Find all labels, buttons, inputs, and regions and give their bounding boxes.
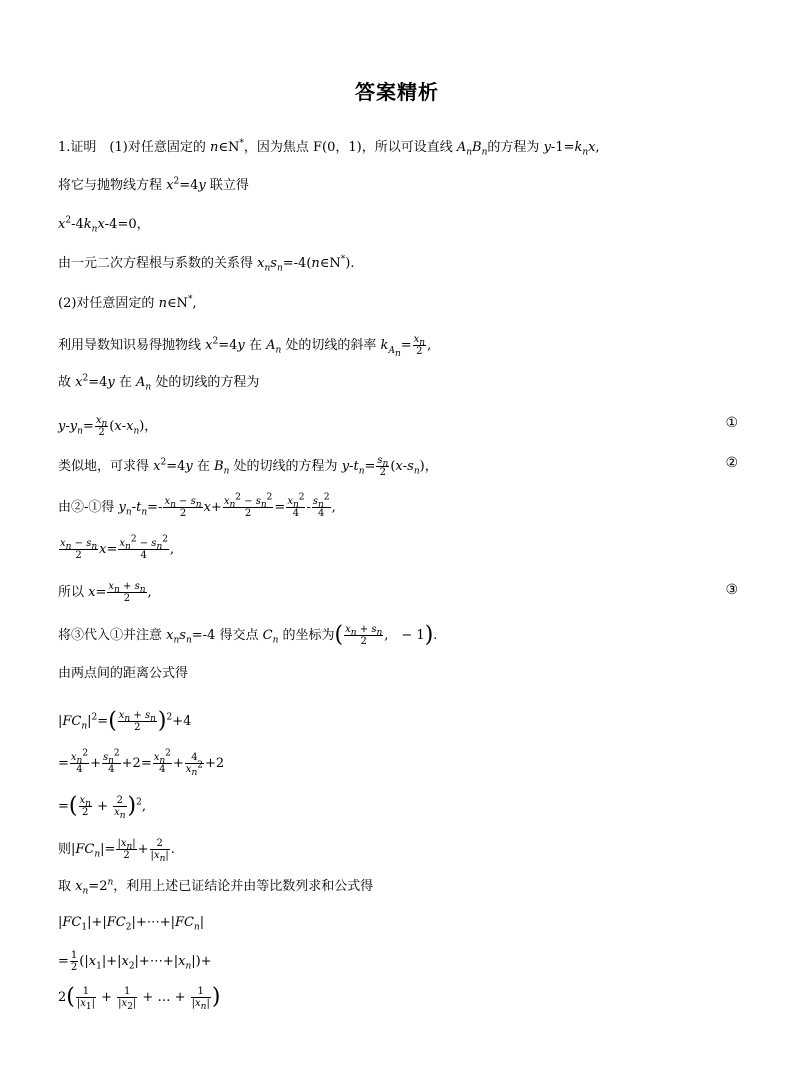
text: 所以 [58,585,85,600]
proof-line-2: 将它与抛物线方程 $x^2=4y$ 联立得 [58,176,249,193]
text: 由两点间的距离公式得 [58,666,189,681]
proof-line-6: 利用导数知识易得抛物线 $x^2=4y$ 在 $A_n$ 处的切线的斜率 $k_{A_n}=$ $\frac{x_n}{2}$ , [58,334,432,359]
text: 的方程为 [487,140,540,155]
text: 处的切线的斜率 [285,338,377,353]
proof-line-13: 将③代入①并注意 $x_ns_n=-4$ 得交点 $C_n$ 的坐标为( $\frac{x_n + s_n}{2}$ , − 1). [58,622,438,648]
proof-line-20: $|FC_1|+|FC_2|+\cdots+|FC_n|$ [58,915,205,933]
proof-line-16: = $\frac{x_n^2}{4}$ + $\frac{s_n^2}{4}$ +2= $\frac{x_n^2}{4}$ + $\frac{4}{x_n^2}$ +2 [58,748,225,778]
proof-line-3: $x^2-4k_nx-4=0$， [58,215,150,235]
proof-line-17: =( $\frac{x_n}{2}$ + $\frac{2}{x_n}$ )$^2$, [58,793,147,821]
text: 处的切线的方程为 [155,375,260,390]
text: (2)对任意固定的 [58,296,155,311]
text: 处的切线的方程为 [233,459,338,474]
text: ，利用上述已证结论并由等比数列求和公式得 [113,879,374,894]
proof-line-8: $y-y_n=$ $\frac{x_n}{2}$ $(x-x_n)$， [58,415,158,438]
proof-line-15: $|FC_n|^2=$( $\frac{x_n + s_n}{2}$ )$^2$+4 [58,708,192,734]
equation-mark-1: ① [725,415,738,431]
text: 则 [58,842,72,857]
proof-line-5: (2)对任意固定的 n∈N*, [58,294,197,311]
text: 类似地，可求得 [58,459,150,474]
proof-line-22: 2( $\frac{1}{|x_1|}$ + $\frac{1}{|x_2|}$ + … + $\frac{1}{|x_n|}$ ) [58,984,221,1012]
text: 联立得 [209,178,249,193]
text: 1.证明 (1)对任意固定的 [58,140,206,155]
proof-line-19: 取 $x_n=2^n$，利用上述已证结论并由等比数列求和公式得 [58,877,374,897]
text: ，因为焦点 [243,140,309,155]
proof-line-9: 类似地，可求得 $x^2=4y$ 在 $B_n$ 处的切线的方程为 $y-t_n=$ $\frac{s_n}{2}$ $(x-s_n)$， [58,455,438,478]
text: 由②-①得 [58,500,115,515]
proof-line-14 [58,666,188,682]
proof-line-21: = $\frac{1}{2}$ $(|x_1|+|x_2|+\cdots+|x_n|)+$ [58,950,212,973]
proof-line-1: 1.证明 (1)对任意固定的 n∈N*，因为焦点 F(0，1)，所以可设直线 $A_nB_n$的方程为 $y-1=k_nx$, [58,138,600,158]
proof-line-12: 所以 x= $\frac{x_n + s_n}{2}$ , [58,581,152,604]
text: 将③代入①并注意 [58,628,163,643]
text: 在 [248,338,262,353]
text: 利用导数知识易得抛物线 [58,338,202,353]
text: 由一元二次方程根与系数的关系得 [58,256,254,271]
text: 取 [58,879,72,894]
text: 得交点 [219,628,259,643]
page-title: 答案精析 [355,80,439,104]
equation-mark-2: ② [725,455,738,471]
proof-line-4: 由一元二次方程根与系数的关系得 $x_ns_n=-4(n\in N^*)$. [58,254,355,274]
text: F(0，1)，所以可设直线 [313,140,453,155]
text: 的坐标为 [282,628,335,643]
proof-line-10: 由②-①得 $y_n-t_n=-$ $\frac{x_n - s_n}{2}$ x+ $\frac{x_n^2 - s_n^2}{2}$ = $\frac{x_n^2}{4}$ - $\frac{s_n^2}{4}$ , [58,492,336,519]
text: 将它与抛物线方程 [58,178,163,193]
proof-line-18: 则$|FC_n|=$ $\frac{|x_n|}{2}$ + $\frac{2}{|x_n|}$ . [58,838,175,864]
text: 故 [58,375,72,390]
proof-line-11: $\frac{x_n - s_n}{2}$ x= $\frac{x_n^2 - s_n^2}{4}$ , [60,534,175,561]
proof-line-7: 故 $x^2=4y$ 在 $A_n$ 处的切线的方程为 [58,373,260,393]
equation-mark-3: ③ [725,582,738,598]
